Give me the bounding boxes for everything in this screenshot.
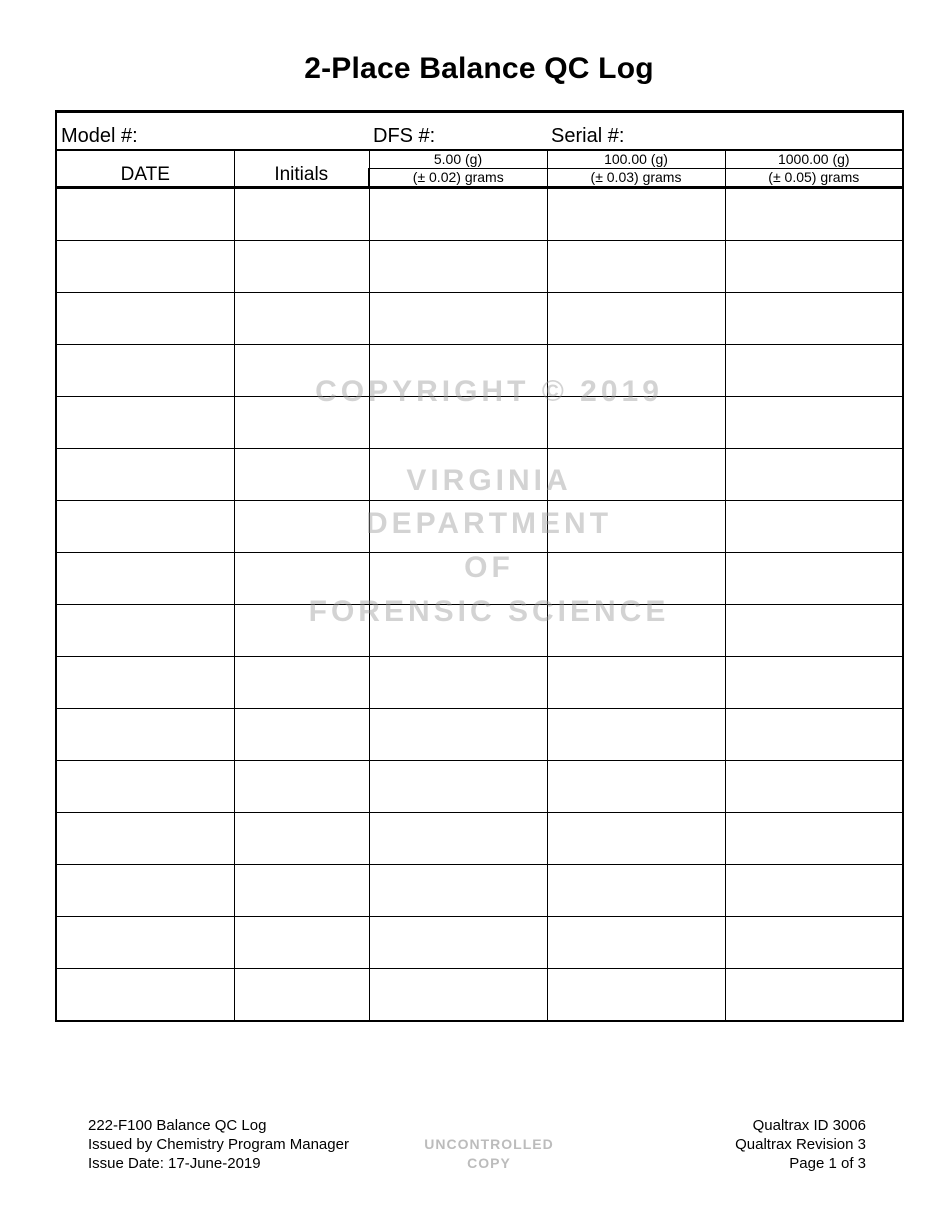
date-cell[interactable] bbox=[56, 345, 234, 397]
dfs-label: DFS #: bbox=[373, 125, 436, 147]
initials-cell[interactable] bbox=[234, 501, 369, 553]
date-cell[interactable] bbox=[56, 241, 234, 293]
table-row bbox=[56, 969, 903, 1022]
reading-5g-cell[interactable] bbox=[369, 969, 547, 1022]
date-cell[interactable] bbox=[56, 657, 234, 709]
table-row bbox=[56, 917, 903, 969]
reading-5g-cell[interactable] bbox=[369, 657, 547, 709]
log-entries bbox=[56, 188, 903, 1022]
watermark-line-1: VIRGINIA bbox=[406, 464, 572, 497]
reading-1000g-cell[interactable] bbox=[725, 865, 903, 917]
reading-1000g-cell[interactable] bbox=[725, 501, 903, 553]
reading-100g-cell[interactable] bbox=[547, 657, 725, 709]
reading-1000g-cell[interactable] bbox=[725, 813, 903, 865]
uncontrolled-line-1: UNCONTROLLED bbox=[424, 1136, 554, 1152]
date-cell[interactable] bbox=[56, 605, 234, 657]
watermark-copyright: COPYRIGHT © 2019 bbox=[315, 375, 663, 408]
date-cell[interactable] bbox=[56, 553, 234, 605]
date-cell[interactable] bbox=[56, 709, 234, 761]
reading-100g-cell[interactable] bbox=[547, 188, 725, 241]
date-cell[interactable] bbox=[56, 501, 234, 553]
initials-cell[interactable] bbox=[234, 969, 369, 1022]
initials-cell[interactable] bbox=[234, 397, 369, 449]
issue-date: Issue Date: 17-June-2019 bbox=[88, 1155, 261, 1172]
initials-cell[interactable] bbox=[234, 293, 369, 345]
initials-cell[interactable] bbox=[234, 917, 369, 969]
reading-100g-cell[interactable] bbox=[547, 449, 725, 501]
tolerance-header-5g: (± 0.02) grams bbox=[369, 169, 547, 188]
reading-5g-cell[interactable] bbox=[369, 501, 547, 553]
table-row bbox=[56, 293, 903, 345]
qualtrax-revision: Qualtrax Revision 3 bbox=[735, 1136, 866, 1153]
initials-cell[interactable] bbox=[234, 345, 369, 397]
reading-1000g-cell[interactable] bbox=[725, 657, 903, 709]
initials-header: Initials bbox=[234, 150, 369, 188]
meta-cell bbox=[56, 112, 903, 151]
reading-1000g-cell[interactable] bbox=[725, 293, 903, 345]
model-label: Model #: bbox=[61, 125, 138, 147]
watermark-line-4: FORENSIC SCIENCE bbox=[308, 595, 670, 628]
reading-100g-cell[interactable] bbox=[547, 917, 725, 969]
reading-100g-cell[interactable] bbox=[547, 709, 725, 761]
qualtrax-id: Qualtrax ID 3006 bbox=[752, 1117, 866, 1134]
table-row bbox=[56, 813, 903, 865]
reading-100g-cell[interactable] bbox=[547, 813, 725, 865]
initials-cell[interactable] bbox=[234, 657, 369, 709]
reading-100g-cell[interactable] bbox=[547, 397, 725, 449]
reading-1000g-cell[interactable] bbox=[725, 188, 903, 241]
reading-5g-cell[interactable] bbox=[369, 709, 547, 761]
initials-cell[interactable] bbox=[234, 605, 369, 657]
reading-1000g-cell[interactable] bbox=[725, 397, 903, 449]
table-row bbox=[56, 345, 903, 397]
watermark-line-2: DEPARTMENT bbox=[365, 507, 613, 540]
initials-cell[interactable] bbox=[234, 709, 369, 761]
uncontrolled-stamp bbox=[389, 1135, 589, 1173]
date-cell[interactable] bbox=[56, 917, 234, 969]
table-row bbox=[56, 188, 903, 241]
form-name: 222-F100 Balance QC Log bbox=[88, 1117, 267, 1134]
reading-100g-cell[interactable] bbox=[547, 761, 725, 813]
reading-1000g-cell[interactable] bbox=[725, 969, 903, 1022]
table-row bbox=[56, 865, 903, 917]
date-header: DATE bbox=[56, 150, 234, 188]
reading-5g-cell[interactable] bbox=[369, 345, 547, 397]
footer-right bbox=[735, 1116, 866, 1173]
meta-row bbox=[56, 112, 903, 151]
initials-cell[interactable] bbox=[234, 449, 369, 501]
page-title: 2-Place Balance QC Log bbox=[304, 52, 654, 85]
reading-100g-cell[interactable] bbox=[547, 345, 725, 397]
table-row bbox=[56, 657, 903, 709]
weight-header-100g: 100.00 (g) bbox=[547, 150, 725, 169]
reading-5g-cell[interactable] bbox=[369, 865, 547, 917]
reading-1000g-cell[interactable] bbox=[725, 241, 903, 293]
reading-5g-cell[interactable] bbox=[369, 293, 547, 345]
date-cell[interactable] bbox=[56, 813, 234, 865]
tolerance-header-1000g: (± 0.05) grams bbox=[725, 169, 903, 188]
reading-100g-cell[interactable] bbox=[547, 293, 725, 345]
reading-100g-cell[interactable] bbox=[547, 553, 725, 605]
reading-5g-cell[interactable] bbox=[369, 761, 547, 813]
reading-5g-cell[interactable] bbox=[369, 241, 547, 293]
reading-100g-cell[interactable] bbox=[547, 605, 725, 657]
table-row bbox=[56, 605, 903, 657]
weight-header-1000g: 1000.00 (g) bbox=[725, 150, 903, 169]
reading-5g-cell[interactable] bbox=[369, 188, 547, 241]
watermark-line-3: OF bbox=[464, 551, 514, 584]
tolerance-header-100g: (± 0.03) grams bbox=[547, 169, 725, 188]
header-row-weights bbox=[56, 150, 903, 169]
reading-100g-cell[interactable] bbox=[547, 241, 725, 293]
table-row bbox=[56, 709, 903, 761]
reading-1000g-cell[interactable] bbox=[725, 709, 903, 761]
reading-1000g-cell[interactable] bbox=[725, 761, 903, 813]
reading-5g-cell[interactable] bbox=[369, 397, 547, 449]
uncontrolled-line-2: COPY bbox=[467, 1155, 511, 1171]
reading-1000g-cell[interactable] bbox=[725, 917, 903, 969]
table-row bbox=[56, 241, 903, 293]
reading-100g-cell[interactable] bbox=[547, 865, 725, 917]
reading-1000g-cell[interactable] bbox=[725, 553, 903, 605]
date-cell[interactable] bbox=[56, 188, 234, 241]
reading-5g-cell[interactable] bbox=[369, 813, 547, 865]
issued-by: Issued by Chemistry Program Manager bbox=[88, 1136, 349, 1153]
initials-cell[interactable] bbox=[234, 761, 369, 813]
weight-header-5g: 5.00 (g) bbox=[369, 150, 547, 169]
date-cell[interactable] bbox=[56, 397, 234, 449]
initials-cell[interactable] bbox=[234, 241, 369, 293]
reading-100g-cell[interactable] bbox=[547, 501, 725, 553]
table-row bbox=[56, 397, 903, 449]
initials-cell[interactable] bbox=[234, 865, 369, 917]
initials-cell[interactable] bbox=[234, 813, 369, 865]
page-number: Page 1 of 3 bbox=[789, 1155, 866, 1172]
date-cell[interactable] bbox=[56, 449, 234, 501]
reading-100g-cell[interactable] bbox=[547, 969, 725, 1022]
reading-5g-cell[interactable] bbox=[369, 553, 547, 605]
footer-left bbox=[88, 1116, 349, 1173]
reading-1000g-cell[interactable] bbox=[725, 345, 903, 397]
reading-1000g-cell[interactable] bbox=[725, 605, 903, 657]
date-cell[interactable] bbox=[56, 969, 234, 1022]
date-cell[interactable] bbox=[56, 865, 234, 917]
reading-5g-cell[interactable] bbox=[369, 605, 547, 657]
initials-cell[interactable] bbox=[234, 188, 369, 241]
table-row bbox=[56, 501, 903, 553]
date-cell[interactable] bbox=[56, 293, 234, 345]
initials-cell[interactable] bbox=[234, 553, 369, 605]
table-row bbox=[56, 553, 903, 605]
table-row bbox=[56, 449, 903, 501]
reading-1000g-cell[interactable] bbox=[725, 449, 903, 501]
serial-label: Serial #: bbox=[551, 125, 625, 147]
reading-5g-cell[interactable] bbox=[369, 449, 547, 501]
reading-5g-cell[interactable] bbox=[369, 917, 547, 969]
date-cell[interactable] bbox=[56, 761, 234, 813]
qc-log-table bbox=[55, 110, 904, 1022]
table-row bbox=[56, 761, 903, 813]
